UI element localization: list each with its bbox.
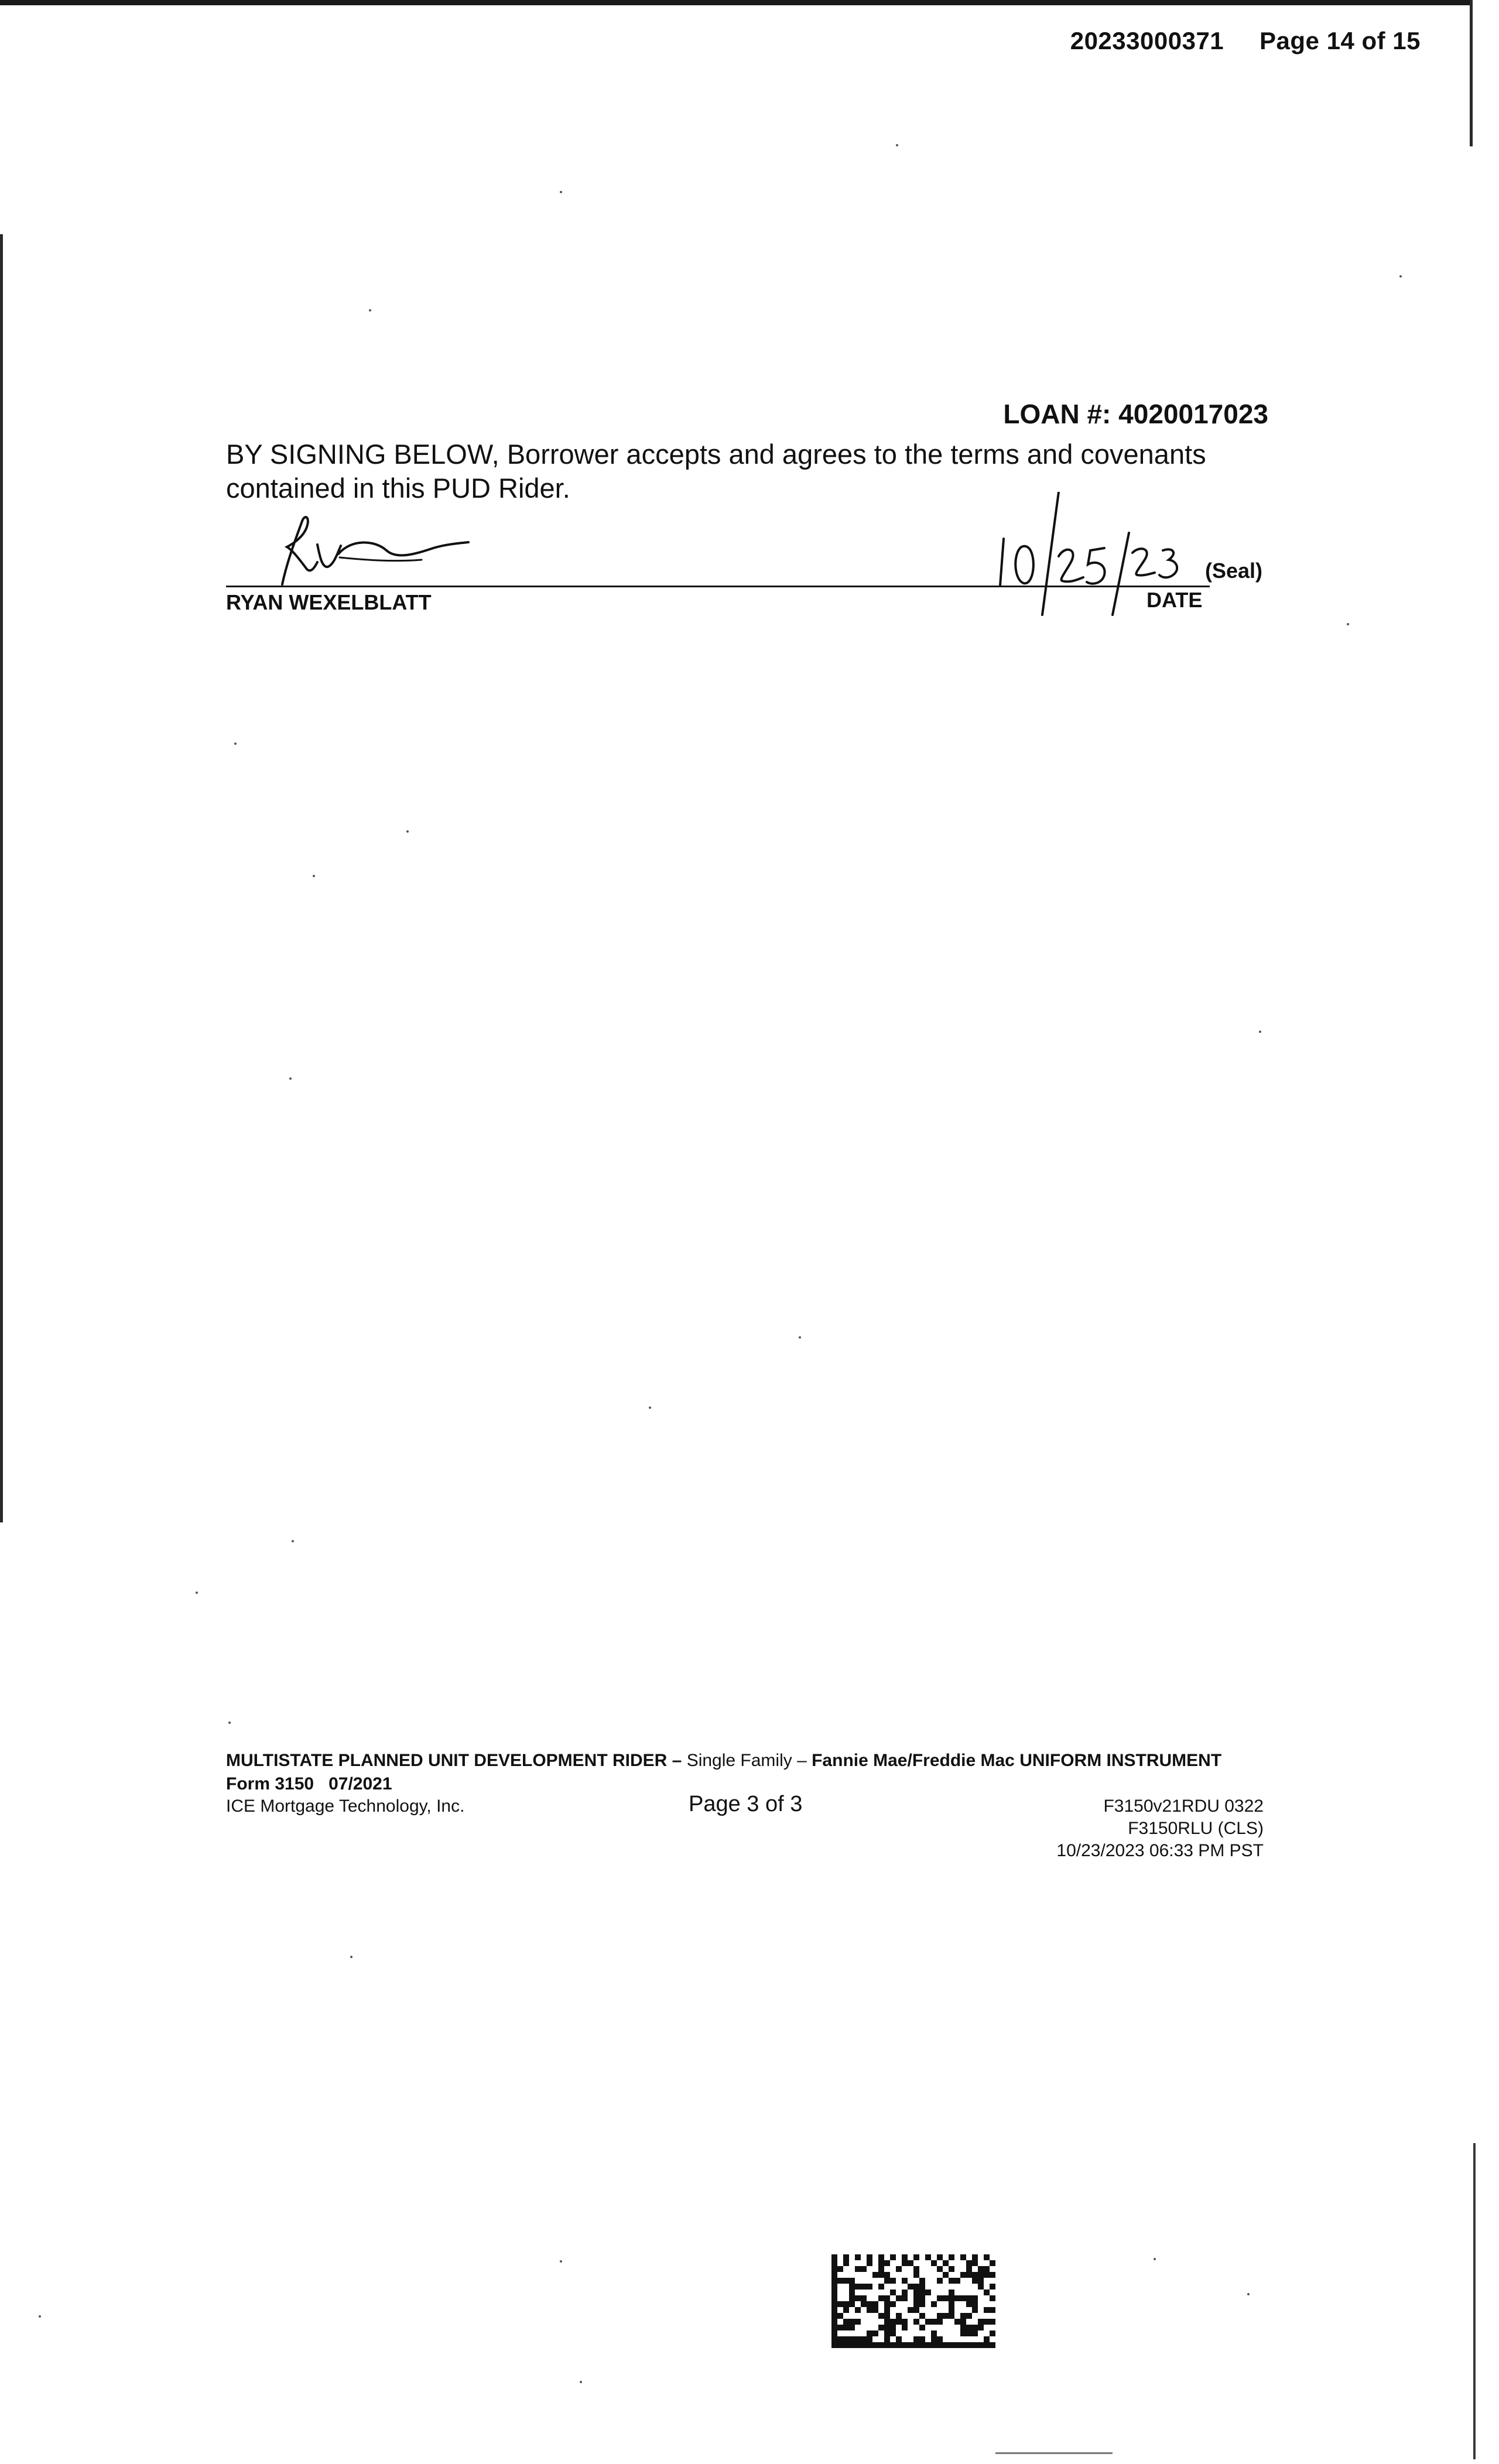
barcode-module (855, 2319, 861, 2325)
barcode-module (867, 2336, 872, 2342)
barcode-module (831, 2307, 837, 2313)
borrower-signature (246, 504, 480, 591)
barcode-module (831, 2260, 837, 2266)
barcode-module (990, 2307, 995, 2313)
barcode-module (925, 2290, 931, 2295)
barcode-module (831, 2254, 837, 2260)
barcode-module (831, 2278, 837, 2284)
barcode-module (837, 2325, 843, 2330)
scan-speck (1259, 1031, 1261, 1033)
barcode-module (943, 2272, 949, 2278)
barcode-module (966, 2325, 972, 2330)
barcode-module (937, 2254, 943, 2260)
barcode-module (878, 2254, 884, 2260)
barcode-module (884, 2307, 890, 2313)
barcode-module (908, 2260, 913, 2266)
barcode-module (972, 2295, 978, 2301)
barcode-module (878, 2272, 884, 2278)
barcode-module (919, 2313, 925, 2319)
barcode-module (913, 2272, 919, 2278)
barcode-module (966, 2272, 972, 2278)
barcode-module (913, 2295, 919, 2301)
barcode-module (919, 2336, 925, 2342)
borrower-name: RYAN WEXELBLATT (226, 590, 432, 614)
barcode-module (837, 2266, 843, 2272)
barcode-module (954, 2319, 960, 2325)
scan-speck (560, 191, 562, 193)
barcode-module (867, 2284, 872, 2290)
barcode-module (919, 2278, 925, 2284)
barcode-module (849, 2290, 855, 2295)
barcode-module (972, 2254, 978, 2260)
barcode-module (896, 2266, 902, 2272)
barcode-module (931, 2319, 937, 2325)
barcode-module (984, 2272, 990, 2278)
datamatrix-barcode (831, 2254, 995, 2348)
barcode-module (972, 2342, 978, 2348)
barcode-module (855, 2336, 861, 2342)
barcode-module (831, 2266, 837, 2272)
barcode-module (867, 2307, 872, 2313)
barcode-module (913, 2301, 919, 2307)
barcode-module (990, 2272, 995, 2278)
form-title (226, 1751, 1221, 1771)
barcode-module (831, 2301, 837, 2307)
barcode-module (943, 2342, 949, 2348)
barcode-module (849, 2284, 855, 2290)
barcode-module (861, 2342, 867, 2348)
barcode-module (896, 2319, 902, 2325)
scan-speck (292, 1540, 294, 1542)
barcode-module (972, 2325, 978, 2330)
barcode-module (913, 2266, 919, 2272)
barcode-module (849, 2278, 855, 2284)
barcode-module (960, 2295, 966, 2301)
barcode-module (931, 2336, 937, 2342)
scan-speck (1154, 2258, 1156, 2260)
barcode-module (890, 2278, 896, 2284)
barcode-module (861, 2295, 867, 2301)
page-label: Page 14 of 15 (1260, 27, 1421, 54)
barcode-module (843, 2325, 849, 2330)
barcode-module (960, 2330, 966, 2336)
barcode-module (978, 2342, 984, 2348)
barcode-module (861, 2301, 867, 2307)
barcode-module (855, 2284, 861, 2290)
form-code: F3150v21RDU 0322 (1103, 1796, 1264, 1816)
form-title-bold: MULTISTATE PLANNED UNIT DEVELOPMENT RIDER – (226, 1751, 682, 1770)
vendor-name: ICE Mortgage Technology, Inc. (226, 1796, 465, 1816)
barcode-module (978, 2272, 984, 2278)
barcode-module (972, 2278, 978, 2284)
barcode-module (878, 2342, 884, 2348)
barcode-module (837, 2301, 843, 2307)
barcode-module (837, 2342, 843, 2348)
scan-edge-top (0, 0, 1473, 5)
barcode-module (949, 2254, 954, 2260)
barcode-module (837, 2313, 843, 2319)
scan-speck (560, 2260, 562, 2263)
barcode-module (867, 2260, 872, 2266)
barcode-module (913, 2284, 919, 2290)
barcode-module (896, 2342, 902, 2348)
barcode-module (949, 2290, 954, 2295)
barcode-module (855, 2295, 861, 2301)
barcode-module (855, 2307, 861, 2313)
barcode-module (966, 2295, 972, 2301)
scan-edge-right (1470, 0, 1473, 146)
barcode-module (849, 2342, 855, 2348)
barcode-module (943, 2295, 949, 2301)
barcode-module (984, 2254, 990, 2260)
barcode-module (884, 2330, 890, 2336)
scan-edge-bottom (995, 2452, 1113, 2454)
barcode-module (978, 2319, 984, 2325)
scan-speck (369, 309, 371, 312)
barcode-module (902, 2278, 908, 2284)
barcode-module (884, 2260, 890, 2266)
barcode-module (902, 2295, 908, 2301)
barcode-module (867, 2301, 872, 2307)
barcode-module (878, 2295, 884, 2301)
form-page-number: Page 3 of 3 (689, 1792, 803, 1816)
barcode-module (931, 2260, 937, 2266)
barcode-module (960, 2254, 966, 2260)
barcode-module (931, 2342, 937, 2348)
barcode-module (990, 2284, 995, 2290)
barcode-module (949, 2313, 954, 2319)
barcode-module (966, 2342, 972, 2348)
barcode-module (949, 2301, 954, 2307)
barcode-module (972, 2330, 978, 2336)
scan-speck (406, 830, 409, 833)
scan-speck (234, 742, 237, 745)
barcode-module (949, 2278, 954, 2284)
barcode-module (913, 2342, 919, 2348)
barcode-module (937, 2313, 943, 2319)
barcode-module (925, 2319, 931, 2325)
barcode-module (978, 2284, 984, 2290)
barcode-module (878, 2284, 884, 2290)
barcode-module (831, 2272, 837, 2278)
barcode-module (843, 2301, 849, 2307)
barcode-module (884, 2325, 890, 2330)
barcode-module (937, 2266, 943, 2272)
barcode-module (984, 2336, 990, 2342)
barcode-module (978, 2325, 984, 2330)
barcode-module (966, 2313, 972, 2319)
barcode-module (990, 2330, 995, 2336)
barcode-module (978, 2266, 984, 2272)
barcode-module (837, 2336, 843, 2342)
barcode-module (931, 2330, 937, 2336)
barcode-module (884, 2336, 890, 2342)
barcode-module (890, 2325, 896, 2330)
scan-speck (896, 144, 898, 146)
barcode-module (890, 2290, 896, 2295)
barcode-module (884, 2272, 890, 2278)
barcode-module (884, 2319, 890, 2325)
barcode-module (919, 2290, 925, 2295)
form-timestamp: 10/23/2023 06:33 PM PST (1056, 1841, 1264, 1860)
barcode-module (831, 2330, 837, 2336)
barcode-module (878, 2313, 884, 2319)
scan-speck (1247, 2293, 1250, 2295)
barcode-module (943, 2313, 949, 2319)
barcode-module (843, 2260, 849, 2266)
signing-paragraph-line1: BY SIGNING BELOW, Borrower accepts and agrees to the terms and covenants (226, 439, 1206, 470)
loan-number: LOAN #: 4020017023 (1003, 399, 1268, 429)
barcode-module (849, 2336, 855, 2342)
barcode-module (843, 2254, 849, 2260)
barcode-module (884, 2295, 890, 2301)
barcode-module (861, 2266, 867, 2272)
barcode-module (843, 2319, 849, 2325)
barcode-module (960, 2342, 966, 2348)
barcode-module (984, 2307, 990, 2313)
barcode-module (972, 2307, 978, 2313)
barcode-module (855, 2254, 861, 2260)
barcode-module (937, 2319, 943, 2325)
barcode-module (831, 2319, 837, 2325)
barcode-module (884, 2342, 890, 2348)
barcode-module (990, 2260, 995, 2266)
barcode-module (872, 2342, 878, 2348)
barcode-module (878, 2260, 884, 2266)
barcode-module (919, 2342, 925, 2348)
barcode-module (954, 2278, 960, 2284)
barcode-module (908, 2307, 913, 2313)
barcode-module (966, 2260, 972, 2266)
barcode-module (949, 2342, 954, 2348)
barcode-module (867, 2342, 872, 2348)
barcode-module (902, 2342, 908, 2348)
barcode-module (902, 2254, 908, 2260)
barcode-module (919, 2295, 925, 2301)
barcode-module (913, 2336, 919, 2342)
barcode-module (978, 2278, 984, 2284)
scan-speck (649, 1406, 651, 1409)
barcode-module (966, 2330, 972, 2336)
barcode-module (831, 2313, 837, 2319)
barcode-module (849, 2325, 855, 2330)
barcode-module (937, 2342, 943, 2348)
scan-speck (580, 2381, 582, 2383)
barcode-module (872, 2301, 878, 2307)
barcode-module (855, 2342, 861, 2348)
barcode-module (867, 2254, 872, 2260)
barcode-module (908, 2284, 913, 2290)
seal-label: (Seal) (1205, 559, 1263, 583)
barcode-module (896, 2313, 902, 2319)
barcode-module (972, 2301, 978, 2307)
scan-speck (228, 1722, 231, 1724)
form-code-secondary: F3150RLU (CLS) (1128, 1819, 1264, 1838)
barcode-module (831, 2290, 837, 2295)
barcode-module (908, 2342, 913, 2348)
scan-speck (196, 1592, 198, 1594)
barcode-module (960, 2313, 966, 2319)
barcode-module (831, 2342, 837, 2348)
barcode-module (831, 2325, 837, 2330)
barcode-module (902, 2319, 908, 2325)
barcode-module (913, 2254, 919, 2260)
date-label: DATE (1147, 588, 1203, 612)
barcode-module (902, 2260, 908, 2266)
scan-speck (1347, 623, 1349, 625)
barcode-module (884, 2301, 890, 2307)
barcode-module (872, 2307, 878, 2313)
barcode-module (990, 2342, 995, 2348)
scan-speck (39, 2315, 41, 2318)
barcode-module (884, 2313, 890, 2319)
barcode-module (919, 2301, 925, 2307)
barcode-module (849, 2301, 855, 2307)
barcode-module (984, 2319, 990, 2325)
signing-paragraph-line2: contained in this PUD Rider. (226, 473, 570, 504)
barcode-module (990, 2319, 995, 2325)
barcode-module (855, 2266, 861, 2272)
barcode-module (925, 2254, 931, 2260)
barcode-module (861, 2336, 867, 2342)
barcode-module (890, 2301, 896, 2307)
barcode-module (843, 2336, 849, 2342)
barcode-module (984, 2266, 990, 2272)
barcode-module (878, 2325, 884, 2330)
barcode-module (960, 2319, 966, 2325)
scan-speck (289, 1077, 292, 1080)
barcode-module (960, 2272, 966, 2278)
barcode-module (861, 2284, 867, 2290)
barcode-module (949, 2295, 954, 2301)
barcode-module (913, 2319, 919, 2325)
barcode-module (972, 2260, 978, 2266)
barcode-module (890, 2319, 896, 2325)
barcode-module (984, 2290, 990, 2295)
barcode-module (843, 2278, 849, 2284)
barcode-module (925, 2342, 931, 2348)
scan-speck (1399, 275, 1402, 278)
scan-speck (799, 1336, 801, 1339)
barcode-module (843, 2342, 849, 2348)
barcode-module (919, 2284, 925, 2290)
barcode-module (913, 2290, 919, 2295)
barcode-module (913, 2307, 919, 2313)
form-title-regular: Single Family – (682, 1751, 812, 1770)
scan-speck (313, 875, 315, 877)
scan-edge-left (0, 234, 3, 1522)
barcode-module (954, 2342, 960, 2348)
scan-speck (350, 1956, 352, 1958)
barcode-module (919, 2325, 925, 2330)
barcode-module (884, 2278, 890, 2284)
barcode-module (972, 2272, 978, 2278)
barcode-module (902, 2325, 908, 2330)
barcode-module (949, 2266, 954, 2272)
barcode-module (990, 2295, 995, 2301)
scan-edge-right-lower (1473, 2143, 1476, 2459)
barcode-module (896, 2295, 902, 2301)
barcode-module (849, 2319, 855, 2325)
barcode-module (849, 2295, 855, 2301)
barcode-module (872, 2272, 878, 2278)
form-number: Form 3150 07/2021 (226, 1774, 392, 1794)
barcode-module (949, 2307, 954, 2313)
barcode-module (890, 2254, 896, 2260)
barcode-module (937, 2278, 943, 2284)
barcode-module (831, 2284, 837, 2290)
barcode-module (960, 2325, 966, 2330)
barcode-module (872, 2330, 878, 2336)
barcode-module (931, 2301, 937, 2307)
barcode-module (890, 2330, 896, 2336)
form-title-bold2: Fannie Mae/Freddie Mac UNIFORM INSTRUMENT (812, 1751, 1222, 1770)
barcode-module (966, 2301, 972, 2307)
barcode-module (984, 2342, 990, 2348)
record-number: 20233000371 (1070, 27, 1224, 54)
signature-line (226, 586, 1210, 587)
barcode-module (831, 2295, 837, 2301)
barcode-module (878, 2266, 884, 2272)
barcode-module (966, 2266, 972, 2272)
barcode-module (937, 2295, 943, 2301)
barcode-module (837, 2278, 843, 2284)
barcode-module (896, 2336, 902, 2342)
barcode-module (902, 2290, 908, 2295)
barcode-module (831, 2336, 837, 2342)
barcode-module (943, 2260, 949, 2266)
barcode-module (867, 2330, 872, 2336)
barcode-module (954, 2295, 960, 2301)
recording-header (1070, 27, 1421, 55)
barcode-module (843, 2307, 849, 2313)
barcode-module (890, 2342, 896, 2348)
barcode-module (937, 2336, 943, 2342)
